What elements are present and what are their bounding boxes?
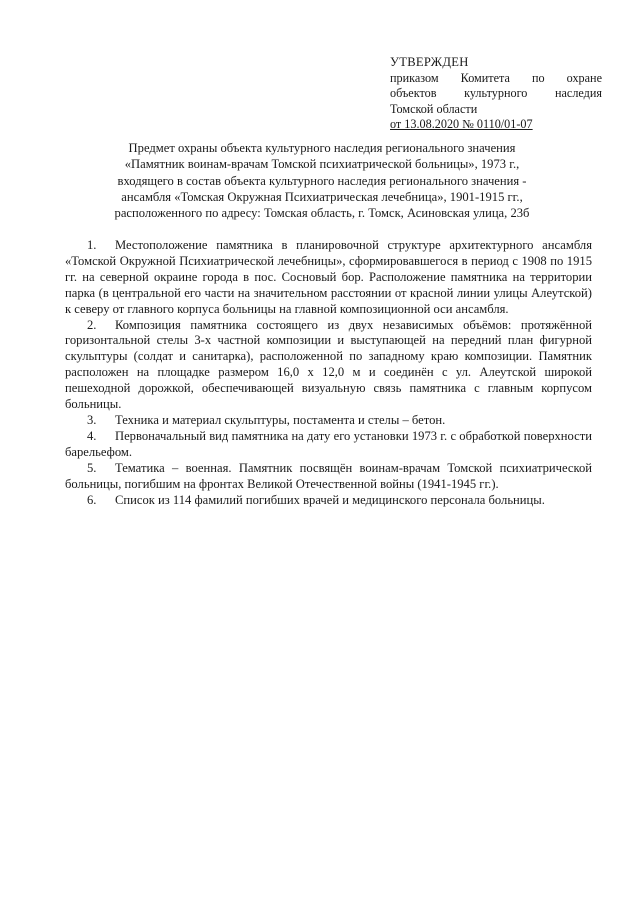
item-text: Список из 114 фамилий погибших врачей и медицинского персонала больницы. bbox=[115, 492, 545, 507]
item-text: Тематика – военная. Памятник посвящён воинам-врачам Томской психиатрической больницы, погибшим на фронтах Великой Отечественной войны (1941-1945 гг.). bbox=[65, 460, 592, 491]
item-text: Композиция памятника состоящего из двух независимых объёмов: протяжённой горизонтальной стелы 3-х частной композиции и выступающей на передний план фигурной скульптуры (солдат и санитарка), расположенной по западному краю композиции. Памятник расположен на площадке размером 16,0 x 12,0 м и соединён с ул. Алеутской широкой пешеходной дорожкой, обеспечивающей визуальную связь памятника с главным корпусом больницы. bbox=[65, 317, 592, 412]
item-number: 4. bbox=[87, 428, 97, 443]
title-line: «Памятник воинам-врачам Томской психиатрической больницы», 1973 г., bbox=[124, 157, 520, 172]
item-text: Первоначальный вид памятника на дату его установки 1973 г. с обработкой поверхности барельефом. bbox=[65, 428, 592, 459]
approval-stamp bbox=[390, 55, 602, 132]
item-text: Техника и материал скульптуры, постамента и стелы – бетон. bbox=[115, 412, 446, 427]
title-line: входящего в состав объекта культурного наследия регионального значения - bbox=[117, 173, 527, 188]
list-item bbox=[65, 413, 592, 429]
list-item bbox=[65, 493, 592, 509]
item-number: 5. bbox=[87, 460, 97, 475]
list-item bbox=[65, 238, 592, 318]
list-item bbox=[65, 318, 592, 413]
title-line: ансамбля «Томская Окружная Психиатрическая лечебница», 1901-1915 гг., bbox=[121, 189, 523, 204]
item-number: 1. bbox=[87, 238, 97, 252]
list-item bbox=[65, 429, 592, 461]
list-item bbox=[65, 461, 592, 493]
item-number: 3. bbox=[87, 412, 97, 427]
item-number: 6. bbox=[87, 492, 97, 507]
approval-region-line: Томской области bbox=[390, 101, 478, 116]
title-line: расположенного по адресу: Томская область, г. Томск, Асиновская улица, 23б bbox=[114, 206, 530, 221]
approval-heading: УТВЕРЖДЕН bbox=[390, 55, 469, 69]
approval-committee-line: объектов культурного наследия bbox=[390, 86, 602, 101]
item-text: Местоположение памятника в планировочной структуре архитектурного ансамбля «Томской Окружной Психиатрической лечебницы», сформировавшегося в период с 1908 по 1915 гг. на северной окраине города в пос. Сосновый бор. Расположение памятника на территории парка (в центральной его части на значительном расстоянии от красной линии улицы Алеутской) к северу от главного корпуса больницы на главной композиционной оси ансамбля. bbox=[65, 238, 592, 316]
title-line: Предмет охраны объекта культурного наследия регионального значения bbox=[128, 141, 516, 155]
document-title bbox=[80, 140, 564, 221]
item-number: 2. bbox=[87, 317, 97, 332]
approval-order-line: приказом Комитета по охране bbox=[390, 71, 602, 86]
approval-date-number: от 13.08.2020 № 0110/01-07 bbox=[390, 116, 533, 131]
document-body bbox=[65, 238, 592, 508]
